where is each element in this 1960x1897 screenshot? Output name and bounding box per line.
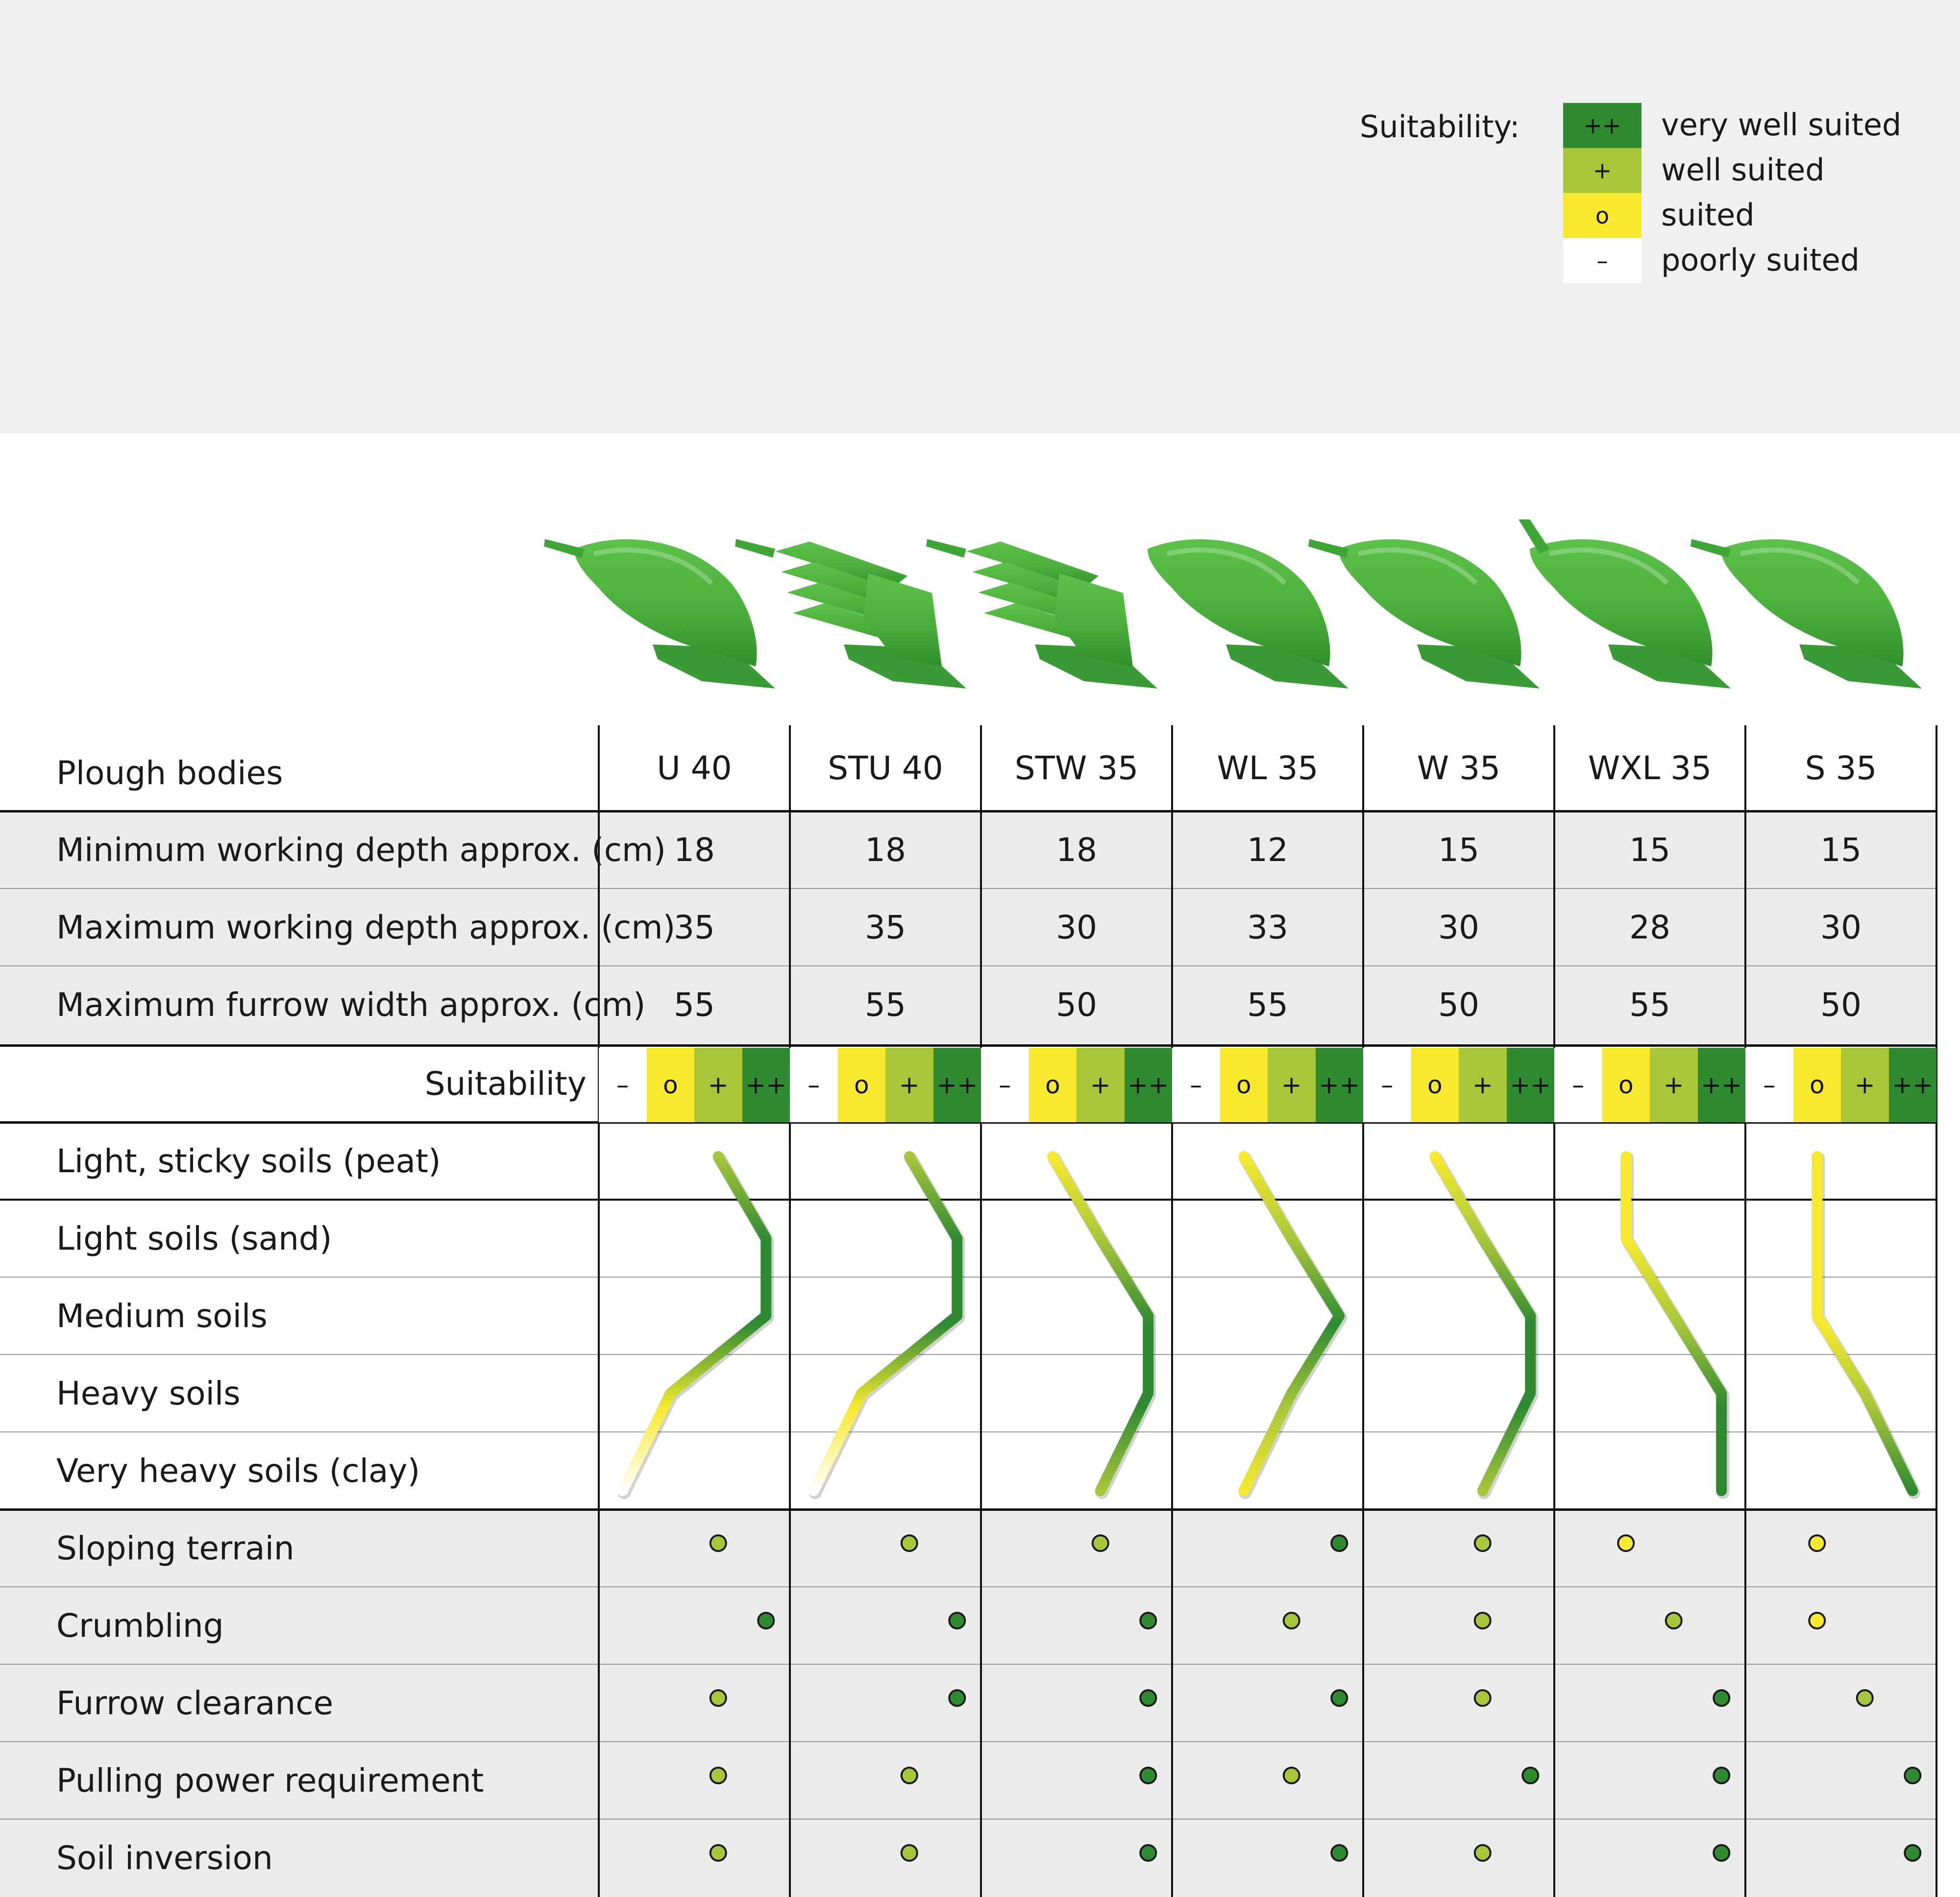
scale-cell: + [694,1048,742,1122]
scale-cell: o [1220,1048,1268,1122]
numeric-cell: 18 [865,831,906,869]
feature-rating-dot [1475,1845,1491,1861]
numeric-cell: 30 [1056,908,1097,946]
feature-rating-dot [1140,1768,1156,1783]
soil-suitability-curve [814,1157,957,1491]
feature-rating-dot [1714,1768,1729,1783]
feature-rating-dot [1331,1845,1347,1861]
feature-row-label: Crumbling [56,1606,224,1645]
feature-rating-dot [758,1613,774,1628]
scale-cell: ++ [933,1048,981,1122]
numeric-cell: 50 [1056,985,1097,1024]
scale-cell: o [1793,1048,1841,1122]
soil-curve-shadow [1054,1158,1150,1493]
soil-suitability-curve [623,1157,766,1491]
scale-cell: o [1029,1048,1077,1122]
numeric-row-label: Maximum furrow width approx. (cm) [56,985,646,1024]
feature-row-label: Pulling power requirement [56,1761,484,1799]
feature-rating-dot [1618,1535,1634,1551]
column-header: STU 40 [828,749,943,787]
column-header: WL 35 [1217,749,1319,787]
numeric-cell: 55 [865,985,906,1024]
numeric-cell: 55 [674,985,715,1024]
scale-cell: + [885,1048,933,1122]
feature-rating-dot [1284,1768,1299,1783]
numeric-cell: 55 [1629,985,1670,1024]
scale-cell: – [1363,1048,1411,1122]
scale-row-label: Suitability [424,1065,587,1103]
feature-rating-dot [1714,1690,1729,1706]
feature-rating-dot [1475,1613,1491,1628]
scale-cell: o [838,1048,886,1122]
scale-cell: o [1411,1048,1459,1122]
feature-rating-dot [1284,1613,1299,1628]
numeric-cell: 50 [1820,985,1862,1024]
numeric-cell: 28 [1629,908,1670,946]
feature-rating-dot [1905,1768,1920,1783]
scale-cell: o [1602,1048,1650,1122]
feature-rating-dot [902,1768,917,1783]
feature-rating-dot [710,1690,726,1706]
scale-cell: – [790,1048,838,1122]
numeric-cell: 50 [1438,985,1479,1024]
scale-cell: + [1459,1048,1507,1122]
numeric-cell: 18 [674,831,715,869]
column-header: U 40 [657,749,732,787]
column-header: WXL 35 [1588,749,1712,787]
scale-cell: – [1745,1048,1793,1122]
scale-cell: + [1650,1048,1698,1122]
numeric-cell: 30 [1438,908,1479,946]
soil-row-label: Medium soils [56,1297,268,1335]
legend-label-suited: suited [1661,197,1755,233]
scale-cell: ++ [1316,1048,1364,1122]
scale-cell: ++ [1889,1048,1937,1122]
soil-curve-shadow [1818,1158,1914,1493]
feature-row-label: Sloping terrain [56,1529,294,1567]
feature-rating-dot [1331,1690,1347,1706]
scale-cell: ++ [1698,1048,1746,1122]
soil-suitability-curve [1626,1157,1721,1491]
scale-cell: + [1268,1048,1316,1122]
feature-rating-dot [1809,1613,1825,1628]
soil-curve-shadow [1245,1158,1341,1493]
numeric-cell: 30 [1820,908,1862,946]
soil-curve-shadow [1436,1158,1532,1493]
legend-swatch-suited: o [1563,193,1642,238]
numeric-cell: 35 [674,908,715,946]
legend-swatch-well: + [1563,148,1642,193]
feature-rating-dot [1905,1845,1920,1861]
numeric-cell: 18 [1056,831,1097,869]
feature-rating-dot [1666,1613,1682,1628]
feature-rating-dot [710,1768,726,1783]
feature-rating-dot [949,1690,965,1706]
feature-rating-dot [1475,1690,1491,1706]
feature-rating-dot [949,1613,965,1628]
scale-cell: ++ [1125,1048,1173,1122]
feature-rating-dot [1522,1768,1538,1783]
feature-rating-dot [1857,1690,1873,1706]
numeric-cell: 55 [1247,985,1288,1024]
numeric-cell: 15 [1629,831,1670,869]
feature-rating-dot [902,1535,917,1551]
feature-rating-dot [1140,1845,1156,1861]
feature-row-label: Furrow clearance [56,1684,334,1722]
feature-rating-dot [1140,1613,1156,1628]
legend-title: Suitability: [1360,109,1520,145]
header-label-plough-bodies: Plough bodies [56,754,283,792]
numeric-cell: 33 [1247,908,1288,946]
scale-cell: – [599,1048,647,1122]
scale-cell: ++ [742,1048,790,1122]
soil-suitability-curve [1817,1157,1912,1491]
numeric-cell: 35 [865,908,906,946]
legend-swatch-very-well: ++ [1563,103,1642,148]
feature-rating-dot [1140,1690,1156,1706]
legend-label-poorly: poorly suited [1661,242,1860,278]
feature-rating-dot [1331,1535,1347,1551]
scale-cell: o [647,1048,695,1122]
feature-rating-dot [902,1845,917,1861]
feature-rating-dot [1475,1535,1491,1551]
legend-label-well: well suited [1661,152,1825,188]
column-header: STW 35 [1014,749,1139,787]
scale-cell: – [1554,1048,1602,1122]
feature-rating-dot [1714,1845,1729,1861]
column-header: S 35 [1805,749,1877,787]
soil-row-label: Heavy soils [56,1374,241,1412]
scale-cell: – [981,1048,1029,1122]
scale-cell: + [1841,1048,1889,1122]
feature-row-label: Soil inversion [56,1839,273,1877]
numeric-row-label: Minimum working depth approx. (cm) [56,831,666,869]
feature-rating-dot [710,1845,726,1861]
soil-suitability-curve [1244,1157,1339,1491]
feature-rating-dot [1809,1535,1825,1551]
numeric-cell: 15 [1820,831,1862,869]
numeric-cell: 12 [1247,831,1288,869]
numeric-row-label: Maximum working depth approx. (cm) [56,908,676,946]
numeric-cell: 15 [1438,831,1479,869]
soil-row-label: Light, sticky soils (peat) [56,1142,441,1180]
legend-swatch-poorly: – [1563,238,1642,283]
scale-cell: ++ [1507,1048,1555,1122]
feature-rating-dot [1093,1535,1108,1551]
scale-cell: – [1172,1048,1220,1122]
soil-row-label: Very heavy soils (clay) [56,1452,420,1490]
feature-rating-dot [710,1535,726,1551]
column-header: W 35 [1417,749,1501,787]
legend-label-very-well: very well suited [1661,107,1902,143]
scale-cell: + [1077,1048,1125,1122]
soil-row-label: Light soils (sand) [56,1219,332,1257]
